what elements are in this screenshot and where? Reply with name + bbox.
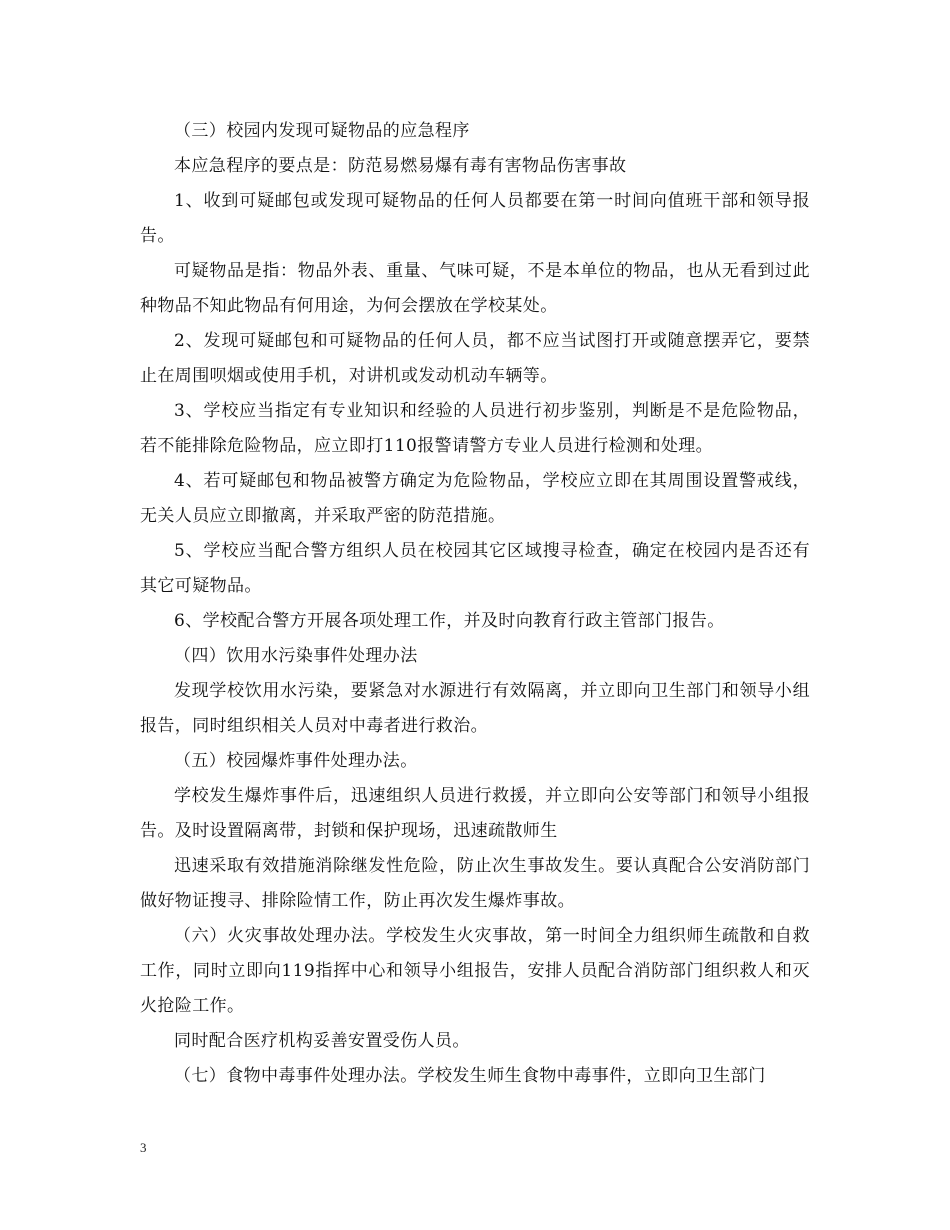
section-heading-4: （四）饮用水污染事件处理办法: [174, 646, 418, 666]
paragraph: 1、收到可疑邮包或发现可疑物品的任何人员都要在第一时间向值班干部和领导报告。: [140, 191, 810, 246]
section-heading-5: （五）校园爆炸事件处理办法。: [174, 751, 418, 771]
paragraph: 6、学校配合警方开展各项处理工作，并及时向教育行政主管部门报告。: [174, 611, 725, 631]
paragraph: 迅速采取有效措施消除继发性危险，防止次生事故发生。要认真配合公安消防部门做好物证搜寻、排除险情工作，防止再次发生爆炸事故。: [140, 856, 810, 911]
document-body: [140, 114, 810, 1094]
section-heading-3: （三）校园内发现可疑物品的应急程序: [174, 121, 470, 141]
paragraph: 发现学校饮用水污染，要紧急对水源进行有效隔离，并立即向卫生部门和领导小组报告，同时组织相关人员对中毒者进行救治。: [140, 681, 810, 736]
paragraph: 5、学校应当配合警方组织人员在校园其它区域搜寻检查，确定在校园内是否还有其它可疑物品。: [140, 541, 810, 596]
paragraph: 4、若可疑邮包和物品被警方确定为危险物品，学校应立即在其周围设置警戒线，无关人员应立即撤离，并采取严密的防范措施。: [140, 471, 810, 526]
paragraph: 同时配合医疗机构妥善安置受伤人员。: [174, 1031, 470, 1051]
paragraph: 2、发现可疑邮包和可疑物品的任何人员，都不应当试图打开或随意摆弄它，要禁止在周围呗烟或使用手机，对讲机或发动机动车辆等。: [140, 331, 810, 386]
paragraph: 可疑物品是指：物品外表、重量、气味可疑，不是本单位的物品，也从无看到过此种物品不知此物品有何用途，为何会摆放在学校某处。: [140, 261, 810, 316]
paragraph: （七）食物中毒事件处理办法。学校发生师生食物中毒事件，立即向卫生部门: [174, 1066, 766, 1086]
paragraph: （六）火灾事故处理办法。学校发生火灾事故，第一时间全力组织师生疏散和自救工作，同时立即向119指挥中心和领导小组报告，安排人员配合消防部门组织救人和灭火抢险工作。: [140, 926, 810, 1016]
paragraph: 3、学校应当指定有专业知识和经验的人员进行初步鉴别，判断是不是危险物品，若不能排除危险物品，应立即打110报警请警方专业人员进行检测和处理。: [140, 401, 810, 456]
page-number: 3: [140, 1140, 147, 1155]
paragraph: 本应急程序的要点是：防范易燃易爆有毒有害物品伤害事故: [174, 156, 627, 176]
paragraph: 学校发生爆炸事件后，迅速组织人员进行救援，并立即向公安等部门和领导小组报告。及时设置隔离带，封锁和保护现场，迅速疏散师生: [140, 786, 810, 841]
